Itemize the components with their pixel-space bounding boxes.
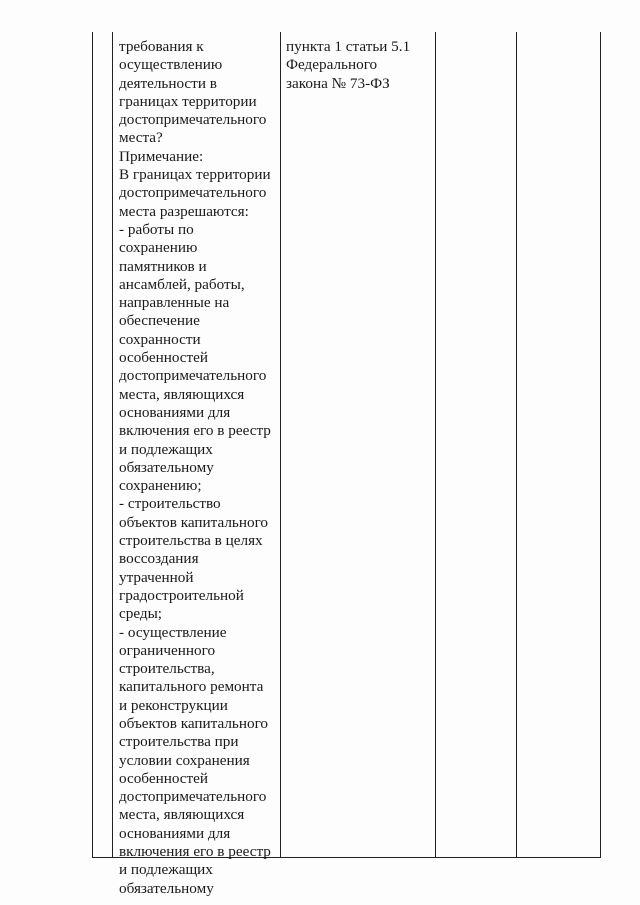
requirement-text-line: - работы по [119, 220, 194, 238]
requirement-text-line: - осуществление [119, 623, 227, 641]
requirement-text-line: ансамблей, работы, [119, 275, 245, 293]
requirement-text-line: сохранению [119, 239, 198, 257]
column-border-2 [280, 32, 281, 858]
requirement-text-line: обязательному [119, 879, 214, 897]
requirement-text-line: основаниями для [119, 403, 231, 421]
requirement-text-line: основаниями для [119, 824, 231, 842]
column-border-left [92, 32, 93, 858]
requirement-text-line: деятельности в [119, 74, 217, 92]
requirement-text-line: достопримечательного [119, 788, 267, 806]
legal-basis-text-line: закона № 73-ФЗ [286, 74, 390, 92]
requirement-text-line: направленные на [119, 294, 230, 312]
requirement-text-line: сохранению; [119, 477, 202, 495]
requirement-text-line: строительства, [119, 660, 215, 678]
requirement-text-line: и подлежащих [119, 440, 213, 458]
legal-basis-cell [286, 38, 434, 93]
requirement-text-line: обязательному [119, 458, 214, 476]
requirement-text-line: строительства при [119, 733, 239, 751]
requirement-text-line: места, являющихся [119, 385, 245, 403]
requirement-text-line: строительства в целях [119, 532, 263, 550]
legal-basis-text-line: Федерального [286, 56, 378, 74]
requirement-text-line: объектов капитального [119, 714, 269, 732]
requirement-text-line: ограниченного [119, 641, 216, 659]
requirement-text-line: объектов капитального [119, 513, 269, 531]
requirement-text-line: осуществлению [119, 56, 223, 74]
requirement-text-line: и реконструкции [119, 696, 228, 714]
requirement-text-line: включения его в реестр [119, 422, 271, 440]
requirement-text-line: границах территории [119, 92, 257, 110]
requirement-text-line: включения его в реестр [119, 843, 271, 861]
requirement-text-line: места, являющихся [119, 806, 245, 824]
requirement-text-line: достопримечательного [119, 367, 267, 385]
requirement-text-line: достопримечательного [119, 111, 267, 129]
requirement-text-line: места? [119, 129, 163, 147]
requirement-text-line: условии сохранения [119, 751, 250, 769]
requirement-text-line: утраченной [119, 568, 194, 586]
requirement-text-line: особенностей [119, 769, 209, 787]
requirement-text-line: капитального ремонта [119, 678, 264, 696]
column-border-3 [435, 32, 436, 858]
requirement-text-line: воссоздания [119, 550, 199, 568]
requirement-text-line: Примечание: [119, 147, 204, 165]
requirement-text-line: сохранности [119, 330, 201, 348]
legal-basis-text-line: пункта 1 статьи 5.1 [286, 38, 411, 55]
requirement-text-line: обеспечение [119, 312, 200, 330]
requirement-text-line: В границах территории [119, 166, 271, 184]
requirement-text-line: - строительство [119, 495, 221, 513]
requirement-text-line: и подлежащих [119, 861, 213, 879]
requirement-text-line: достопримечательного [119, 184, 267, 202]
requirement-text-line: градостроительной [119, 586, 244, 604]
requirement-text-line: среды; [119, 605, 163, 623]
requirement-cell [119, 38, 279, 898]
requirement-text-line: памятников и [119, 257, 207, 275]
column-border-4 [516, 32, 517, 858]
requirement-text-line: требования к [119, 38, 204, 55]
requirements-table [92, 32, 601, 897]
requirement-text-line: места разрешаются: [119, 202, 249, 220]
column-border-right [600, 32, 601, 858]
column-border-1 [112, 32, 113, 858]
requirement-text-line: особенностей [119, 349, 209, 367]
